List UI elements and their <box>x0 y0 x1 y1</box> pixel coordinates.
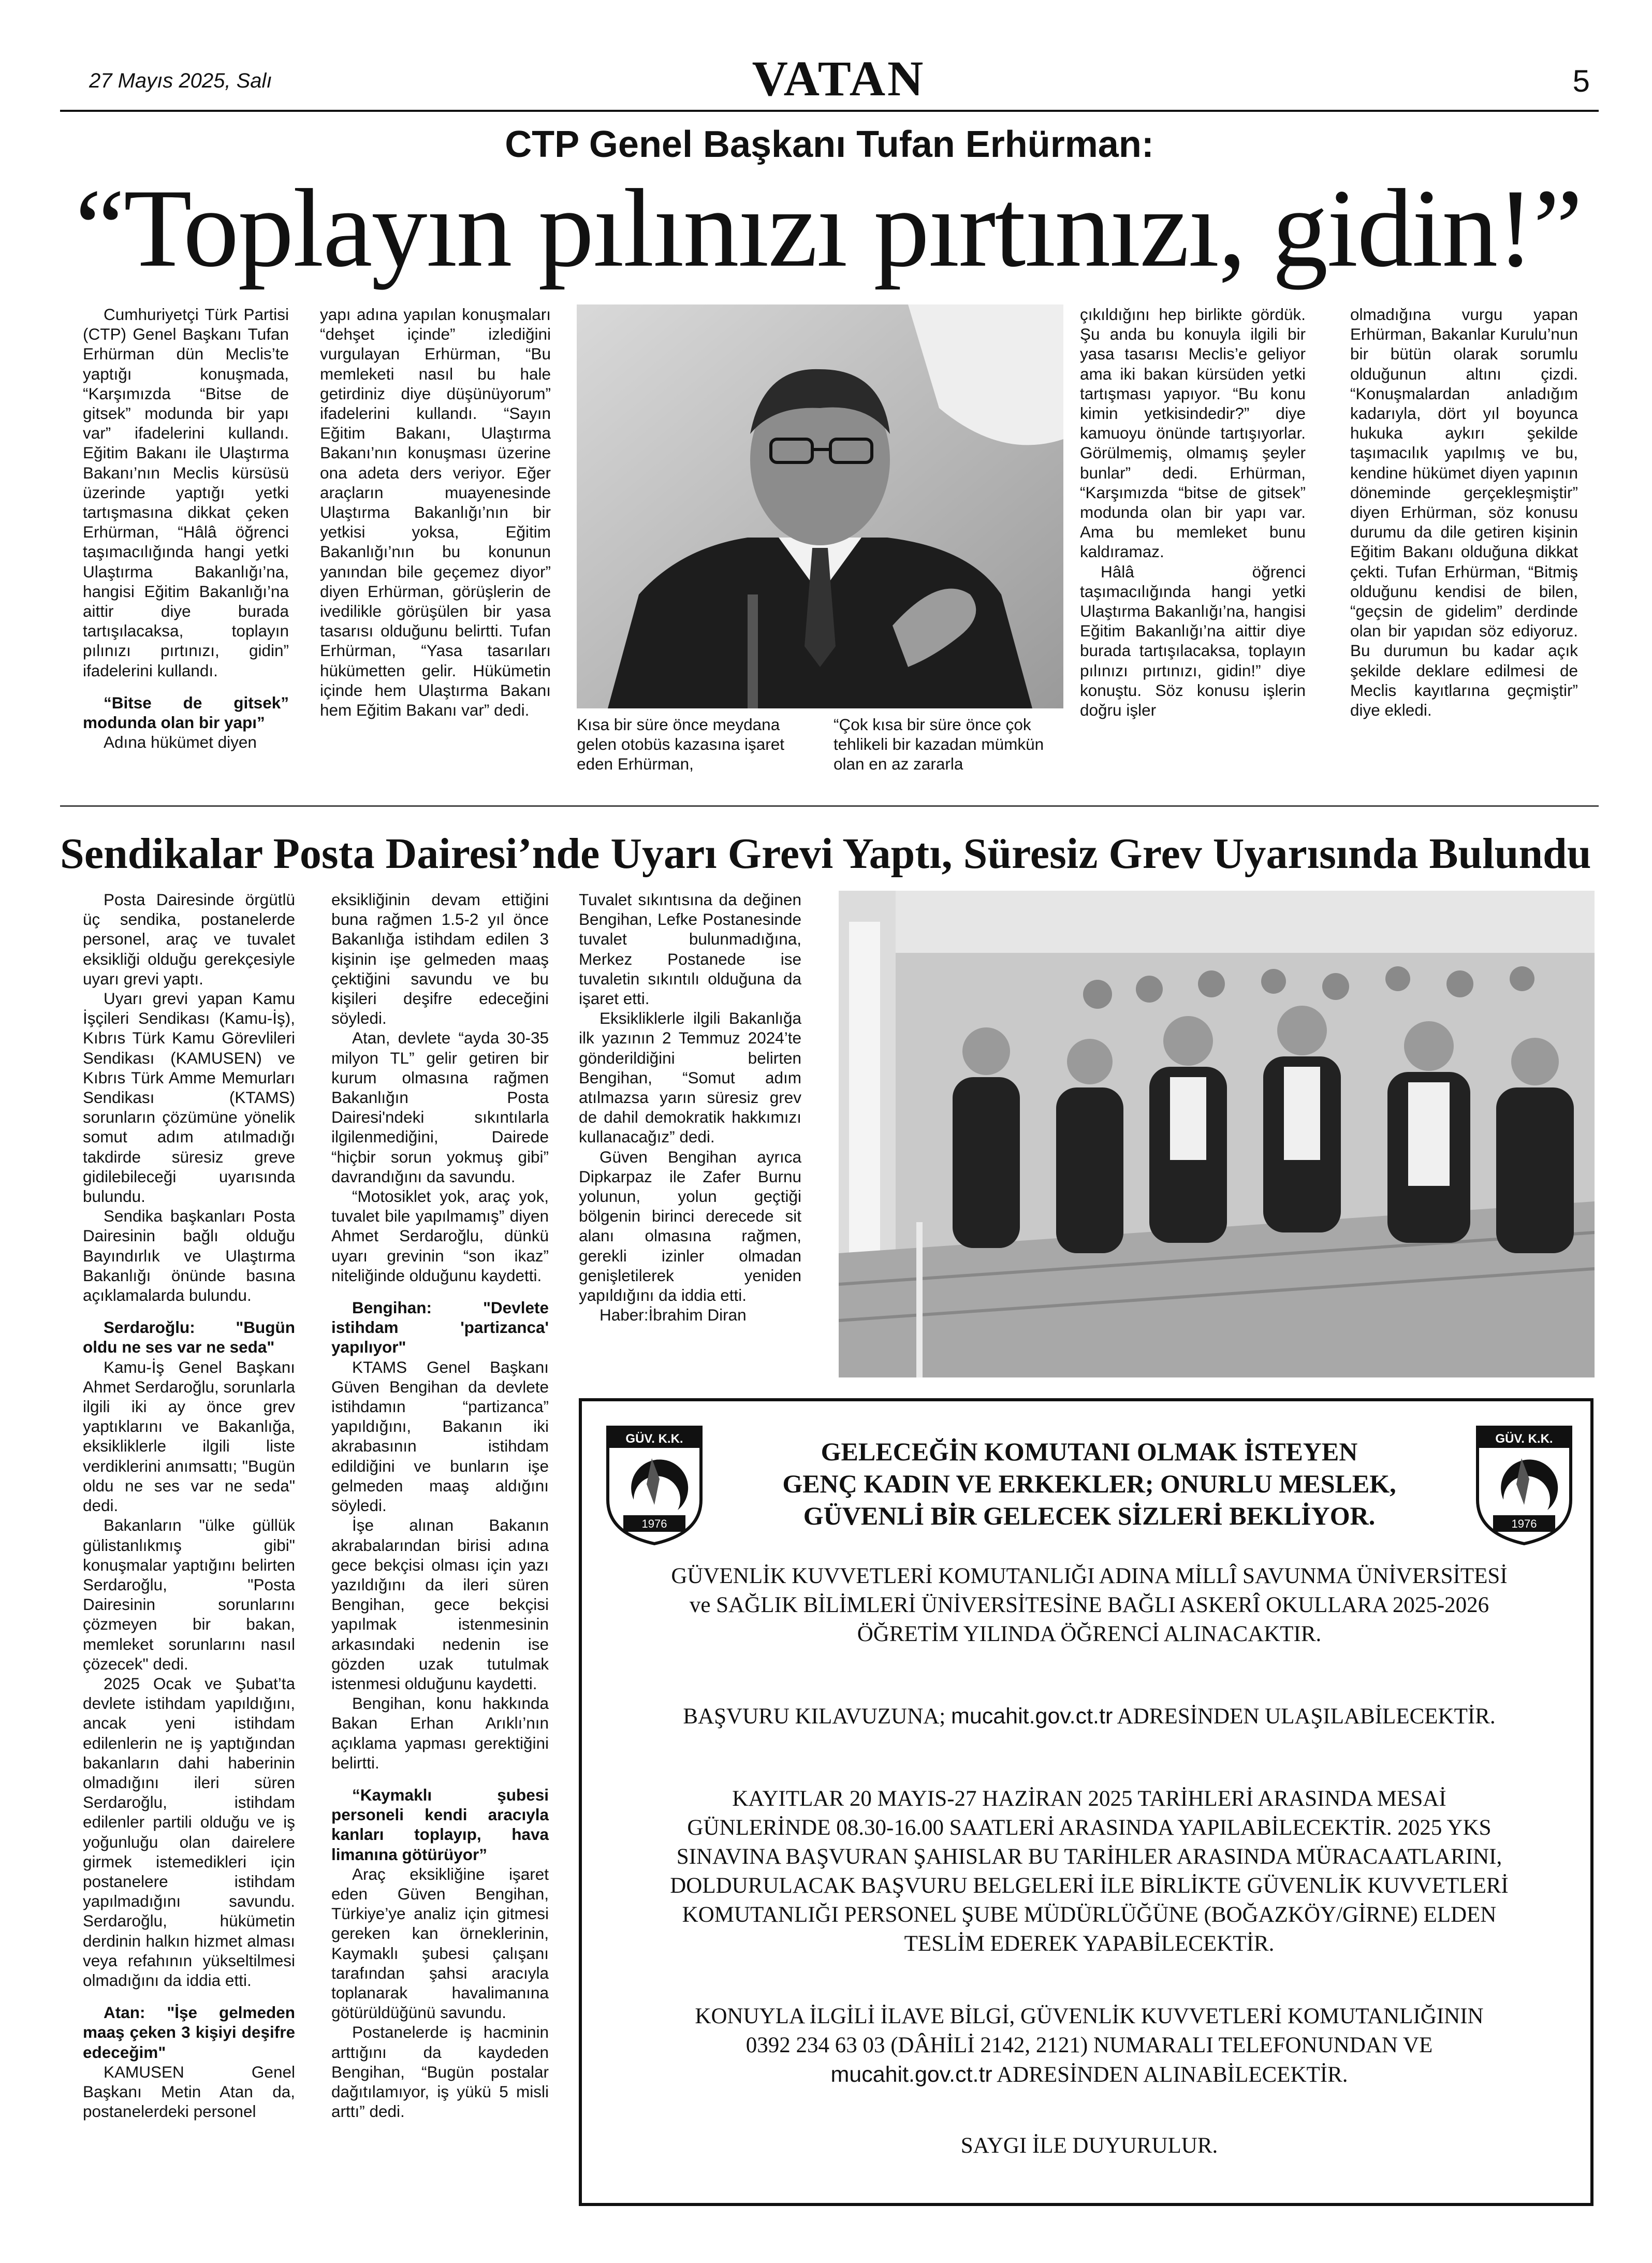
body-paragraph: Güven Bengihan ayrıca Dipkarpaz ile Zafer Burnu yolunun, yolun geçtiği bölgenin birinci derecede sit alanı olmasına rağmen, gerekli izinler olmadan genişletilerek yeniden yapıldığını da iddia etti. <box>579 1147 801 1305</box>
byline: Haber:İbrahim Diran <box>600 1305 747 1325</box>
ad-paragraph-1 <box>603 1562 1576 1649</box>
body-paragraph: Cumhuriyetçi Türk Partisi (CTP) Genel Başkanı Tufan Erhürman dün Meclis’te yaptığı konuşmada, “Karşımızda “Bitse de gitsek” modunda bir yapı var” ifadelerini kullandı. Eğitim Bakanı ile Ulaştırma Bakanı’nın Meclis kürsüsü üzerinde yaptığı yetki tartışmasına dikkat çeken Erhürman, “Hâlâ öğrenci taşımacılığında hangi yetki Ulaştırma Bakanlığı’na, hangisi Eğitim Bakanlığı’na aittir diye burada tartışılacaksa, toplayın pılınızı pırtınızı, gidin” ifadelerini kullandı. <box>83 305 289 680</box>
body-paragraph: olmadığına vurgu yapan Erhürman, Bakanlar Kurulu’nun bir bütün olarak sorumlu olduğunun altını çizdi. “Konuşmalardan anladığım kadarıyla, dört yıl boyunca hukuka aykırı şekilde taşımacılık yapılmış ve bu, kendine hükümet diyen yapının döneminde gerçekleşmiştir” diyen Erhürman, söz konusu durumu da dile getiren kişinin Eğitim Bakanı olduğuna dikkat çekti. Tufan Erhürman, “Bitmiş olduğunu kendisi de bilen, “geçsin de gidelim” derdinde olan bir yapıdan söz ediyoruz. Bu durumun bu kadar açık şekilde deklare edilmesi de Meclis kayıtlarına geçmiştir” diye ekledi. <box>1350 305 1578 720</box>
ad-line: 0392 234 63 03 (DÂHİLİ 2142, 2121) NUMARALI TELEFONUNDAN VE <box>745 2033 1433 2057</box>
section-divider <box>60 805 1599 807</box>
body-paragraph: Kamu-İş Genel Başkanı Ahmet Serdaroğlu, sorunlarla ilgili iki ay önce grev yaptıklarını ve Bakanlığa, eksikliklerle ilgili liste verdiklerini anımsattı; "Bugün oldu ne ses var ne seda" dedi. <box>83 1357 295 1515</box>
body-paragraph: 2025 Ocak ve Şubat’ta devlete istihdam yapıldığını, ancak yeni istihdam edilenlerin ne iş yaptığından bakanların dahi haberinin olmadığını ileri süren Serdaroğlu, istihdam edilenler partili olduğu ve iş yoğunluğu olan dairelere girmek istemedikleri için postanelere istihdam yapılmadığını savundu. Serdaroğlu, hükümetin derdinin halkın hizmet alması veya refahının yükseltilmesi olmadığını da iddia etti. <box>83 1674 295 1990</box>
body-paragraph: Atan, devlete “ayda 30-35 milyon TL” gelir getiren bir kurum olmasına rağmen Bakanlığın Posta Dairesi'ndeki sıkıntılarla ilgilenmediğini, Dairede “hiçbir sorun yokmuş gibi” davrandığını da savundu. <box>331 1028 549 1186</box>
body-paragraph: İşe alınan Bakanın akrabalarından birisi adına gece bekçisi olması için yazı yazıldığını da ileri süren Bengihan, gece bekçisi yapılmak istenmesinin arkasındaki nedenin ise gözden uzak tutulmak istenmesi olduğunu kaydetti. <box>331 1516 549 1693</box>
ad-text: ADRESİNDEN ALINABİLECEKTİR. <box>997 2063 1348 2087</box>
subheading: Bengihan: "Devlete istihdam 'partizanca' yapılıyor" <box>331 1298 549 1357</box>
article2-column-2 <box>331 890 549 2121</box>
body-paragraph: Bengihan, konu hakkında Bakan Erhan Arıklı’nın açıklama yapması gerektiğini belirtti. <box>331 1694 549 1772</box>
security-forces-emblem-icon <box>1472 1422 1576 1546</box>
ad-line: TESLİM EDEREK YAPABİLECEKTİR. <box>904 1932 1275 1956</box>
body-paragraph: KAMUSEN Genel Başkanı Metin Atan da, postanelerdeki personel <box>83 2062 295 2121</box>
emblem-year: 1976 <box>641 1517 667 1530</box>
military-school-advertisement <box>579 1398 1593 2206</box>
group-photo-illustration <box>839 891 1595 1377</box>
article1-column-2 <box>320 304 551 720</box>
ad-headline-line: GÜVENLİ BİR GELECEK SİZLERİ BEKLİYOR. <box>803 1501 1376 1530</box>
body-paragraph: Tuvalet sıkıntısına da değinen Bengihan, Lefke Postanesinde tuvalet bulunmadığına, Merkez Postanede ise tuvaletin sıkıntılı olduğuna da işaret etti. <box>579 890 801 1008</box>
body-paragraph: Postanelerde iş hacminin arttığını da kaydeden Bengihan, “Bugün postalar dağıtılamıyor, iş yükü 5 misli arttı” dedi. <box>331 2023 549 2121</box>
newspaper-masthead: VATAN <box>752 51 926 106</box>
body-paragraph: Araç eksikliğine işaret eden Güven Bengihan, Türkiye’ye analiz için gitmesi gereken kan örneklerinin, Kaymaklı şubesi çalışanı tarafından şahsi aracıyla toplanarak havalimanına götürüldüğünü savundu. <box>331 1864 549 2022</box>
ad-headline-line: GELECEĞİN KOMUTANI OLMAK İSTEYEN <box>821 1437 1358 1466</box>
article1-column-3 <box>1080 304 1306 720</box>
ad-text: ADRESİNDEN ULAŞILABİLECEKTİR. <box>1117 1704 1496 1729</box>
left-emblem <box>603 1422 706 1549</box>
ad-line: KAYITLAR 20 MAYIS-27 HAZİRAN 2025 TARİHLERİ ARASINDA MESAİ <box>732 1787 1446 1811</box>
issue-date: 27 Mayıs 2025, Salı <box>89 69 272 92</box>
emblem-year: 1976 <box>1511 1517 1537 1530</box>
ad-line: ve SAĞLIK BİLİMLERİ ÜNİVERSİTESİNE BAĞLI ASKERÎ OKULLARA 2025-2026 <box>689 1593 1489 1617</box>
ad-paragraph-3 <box>603 1785 1576 1959</box>
article2-column-3 <box>579 890 801 1325</box>
ad-headline <box>737 1435 1441 1532</box>
ad-line: GÜNLERİNDE 08.30-16.00 SAATLERİ ARASINDA YAPILABİLECEKTİR. 2025 YKS <box>687 1816 1492 1840</box>
body-paragraph: Bakanların "ülke güllük gülistanlıkmış gibi" konuşmalar yaptığını belirten Serdaroğlu, "Posta Dairesinin sorunlarını çözmeyen bir bakan, memleket sorunlarını nasıl çözecek" dedi. <box>83 1516 295 1673</box>
right-emblem <box>1472 1422 1576 1549</box>
ad-closing: SAYGI İLE DUYURULUR. <box>960 2134 1218 2158</box>
ad-website-link[interactable]: mucahit.gov.ct.tr <box>830 2062 992 2087</box>
emblem-text: GÜV. K.K. <box>1495 1432 1553 1446</box>
emblem-text: GÜV. K.K. <box>625 1432 683 1446</box>
body-paragraph: Adına hükümet diyen <box>104 733 257 752</box>
speaker-photo <box>577 304 1063 708</box>
page-number: 5 <box>1572 64 1590 98</box>
body-paragraph: KTAMS Genel Başkanı Güven Bengihan da devlete istihdamın “partizanca” yapıldığını, Bakanın iki akrabasının istihdam edildiğini ve bunların işe gelmeden maaş aldığını söyledi. <box>331 1357 549 1515</box>
subheading: “Bitse de gitsek” modunda olan bir yapı” <box>83 693 289 732</box>
ad-headline-line: GENÇ KADIN VE ERKEKLER; ONURLU MESLEK, <box>782 1469 1396 1498</box>
ad-line <box>603 2060 1576 2090</box>
body-paragraph: “Motosiklet yok, araç yok, tuvalet bile yapılmamış” diyen Ahmet Serdaroğlu, dünkü uyarı grevinin “son ikaz” niteliğinde olduğunu kaydetti. <box>331 1187 549 1285</box>
ad-line: SINAVINA BAŞVURAN ŞAHISLAR BU TARİHLER ARASINDA MÜRACAATLARINI, <box>676 1845 1502 1869</box>
ad-line: GÜVENLİK KUVVETLERİ KOMUTANLIĞI ADINA MİLLÎ SAVUNMA ÜNİVERSİTESİ <box>671 1564 1508 1588</box>
article-headline: “Toplayın pılınızı pırtınızı, gidin!” <box>75 166 1582 290</box>
security-forces-emblem-icon <box>603 1422 706 1546</box>
body-paragraph: Sendika başkanları Posta Dairesinin bağlı olduğu Bayındırlık ve Ulaştırma Bakanlığı önünde basına açıklamalarda bulundu. <box>83 1207 295 1305</box>
subheading: “Kaymaklı şubesi personeli kendi aracıyla kanları toplayıp, hava limanına götürüyor” <box>331 1785 549 1864</box>
header-rule <box>60 110 1599 112</box>
subheading: Atan: "İşe gelmeden maaş çeken 3 kişiyi deşifre edeceğim" <box>83 2003 295 2062</box>
article-kicker: CTP Genel Başkanı Tufan Erhürman: <box>505 124 1154 165</box>
union-leaders-photo <box>839 891 1595 1377</box>
body-paragraph: eksikliğinin devam ettiğini buna rağmen 1.5-2 yıl önce Bakanlığa istihdam edilen 3 kişinin işe gelmeden maaş çektiğini savundu ve bu kişileri deşifre edeceğini söyledi. <box>331 890 549 1028</box>
speaker-photo-illustration <box>577 304 1063 708</box>
body-paragraph: Eksikliklerle ilgili Bakanlığa ilk yazının 2 Temmuz 2024’te gönderildiğini belirten Bengihan, “Somut adım atılmazsa yarın süresiz grev de dahil demokratik hakkımızı kullanacağız” dedi. <box>579 1009 801 1147</box>
subheading: Serdaroğlu: "Bugün oldu ne ses var ne seda" <box>83 1318 295 1357</box>
body-paragraph: Uyarı grevi yapan Kamu İşçileri Sendikası (Kamu-İş), Kıbrıs Türk Kamu Görevlileri Sendikası (KAMUSEN) ve Kıbrıs Türk Amme Memurları Sendikası (KTAMS) sorunların çözümüne yönelik somut adım atılmadığı takdirde süresiz greve gidilebileceği uyarısında bulundu. <box>83 989 295 1206</box>
ad-text: BAŞVURU KILAVUZUNA; <box>683 1704 946 1729</box>
article1-column-4 <box>1350 304 1578 720</box>
article2-headline: Sendikalar Posta Dairesi’nde Uyarı Grevi Yaptı, Süresiz Grev Uyarısında Bulundu <box>60 830 1591 878</box>
article1-column-1 <box>83 304 289 752</box>
body-paragraph: Hâlâ öğrenci taşımacılığında hangi yetki Ulaştırma Bakanlığı’na, hangisi Eğitim Bakanlığı’na aittir diye burada tartışılacaksa, toplayın pılınızı pırtınızı, gidin!” diye konuştu. Söz konusu işlerin doğru işler <box>1080 562 1306 720</box>
photo-caption-a: Kısa bir süre önce meydana gelen otobüs kazasına işaret eden Erhürman, <box>577 715 785 773</box>
ad-paragraph-4 <box>603 2002 1576 2090</box>
ad-line: KOMUTANLIĞI PERSONEL ŞUBE MÜDÜRLÜĞÜNE (BOĞAZKÖY/GİRNE) ELDEN <box>682 1903 1497 1927</box>
photo-caption-b: “Çok kısa bir süre önce çok tehlikeli bir kazadan mümkün olan en az zararla <box>834 715 1044 773</box>
ad-website-link[interactable]: mucahit.gov.ct.tr <box>951 1704 1113 1729</box>
ad-line: DOLDURULACAK BAŞVURU BELGELERİ İLE BİRLİKTE GÜVENLİK KUVVETLERİ <box>670 1874 1509 1898</box>
body-paragraph: çıkıldığını hep birlikte gördük. Şu anda bu konuyla ilgili bir yasa tasarısı Meclis’e geliyor ama iki bakan kürsüden yetki tartışması yapıyor. “Bu konu kimin yetkisindedir?” diye kamuoyu önünde tartışıyorlar. Görülmemiş, olmamış şeyler bunlar” dedi. Erhürman, “Karşımızda “bitse de gitsek” modunda olan bir yapı var. Ama bu memleket bunu kaldıramaz. <box>1080 305 1306 561</box>
ad-paragraph-2 <box>603 1702 1576 1731</box>
ad-line: KONUYLA İLGİLİ İLAVE BİLGİ, GÜVENLİK KUVVETLERİ KOMUTANLIĞININ <box>695 2004 1484 2028</box>
body-paragraph: Posta Dairesinde örgütlü üç sendika, postanelerde personel, araç ve tuvalet eksikliği olduğu gerekçesiyle uyarı grevi yaptı. <box>83 890 295 988</box>
body-paragraph: yapı adına yapılan konuşmaları “dehşet içinde” izlediğini vurgulayan Erhürman, “Bu memleketi nasıl bu hale getirdiniz diye düşünüyorum” ifadelerini kullandı. “Sayın Eğitim Bakanı, Ulaştırma Bakanı’nın konuşması üzerine ona adeta ders veriyor. Eğer araçların muayenesinde Ulaştırma Bakanlığı’nın bir yetkisi yoksa, Eğitim Bakanlığı’nın bu konunun yanından bile geçemez diyor” diyen Erhürman, görüşlerin de ivedilikle görüşülen bir yasa tasarısı olduğunu belirtti. Tufan Erhürman, “Yasa tasarıları hükümetten gelir. Hükümetin içinde hem Ulaştırma Bakanı hem Eğitim Bakanı var” dedi. <box>320 305 551 720</box>
article2-column-1 <box>83 890 295 2121</box>
ad-line: ÖĞRETİM YILINDA ÖĞRENCİ ALINACAKTIR. <box>857 1622 1322 1646</box>
